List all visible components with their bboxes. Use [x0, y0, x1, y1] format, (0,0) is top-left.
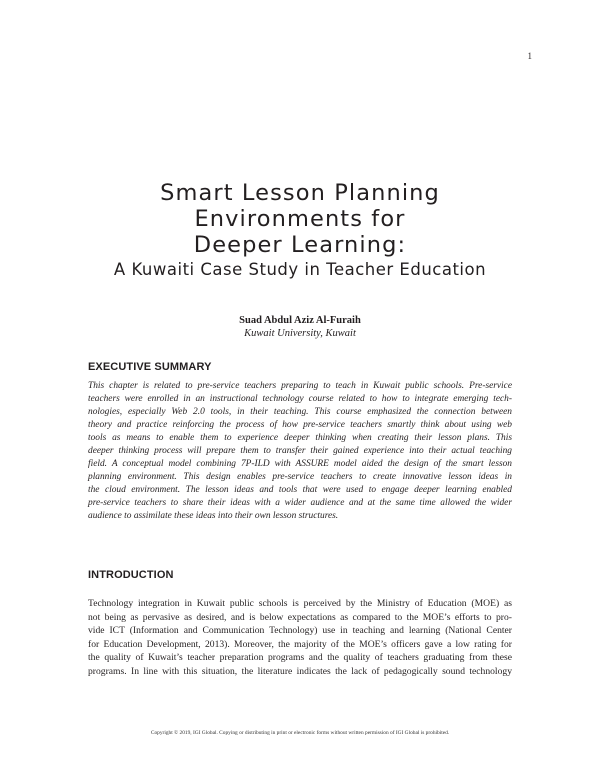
- summary-line: pre-service teachers to share their ideas with a wider audience and at the same time allowed the wider: [88, 498, 512, 509]
- summary-line: audience to assimilate these ideas into their own lesson structures.: [88, 511, 339, 522]
- summary-line: field. A conceptual model combining 7P-ILD with ASSURE model aided the design of the smart lesson: [88, 459, 512, 470]
- chapter-subtitle: A Kuwaiti Case Study in Teacher Education: [113, 260, 487, 279]
- summary-line: deeper thinking process will prepare them to transfer their gained experience into their actual teaching: [88, 446, 512, 457]
- title-line: Deeper Learning:: [193, 232, 407, 258]
- title-line: Smart Lesson Planning: [160, 180, 440, 206]
- title-line: Environments for: [194, 206, 406, 232]
- intro-line: vide ICT (Information and Communication Technology) use in teaching and learning (National Center: [88, 625, 512, 637]
- summary-line: This chapter is related to pre-service teachers preparing to teach in Kuwait public schools. Pre-service: [88, 381, 512, 391]
- intro-line: for Education Development, 2013). Moreover, the majority of the MOE’s officers gave a low rating for: [88, 638, 512, 650]
- author-name: Suad Abdul Aziz Al-Furaih: [239, 315, 361, 326]
- intro-line: not being as pervasive as desired, and is below expectations as compared to the MOE’s efforts to pro-: [88, 611, 512, 623]
- copyright-footer: Copyright © 2019, IGI Global. Copying or distributing in print or electronic forms without written permission of IGI Global is prohibited.: [150, 730, 450, 736]
- introduction-text: [88, 597, 512, 679]
- intro-line: Technology integration in Kuwait public schools is perceived by the Ministry of Education (MOE) as: [88, 598, 512, 609]
- summary-line: the cloud environment. The lesson ideas and tools that were used to engage deeper learning enabled: [88, 485, 512, 496]
- summary-line: teachers were enrolled in an instructional technology course related to how to integrate emerging tech-: [88, 394, 512, 405]
- introduction-heading: INTRODUCTION: [88, 569, 174, 581]
- page-number: 1: [527, 51, 532, 61]
- summary-line: tools as means to enable them to experience deeper thinking when creating their lesson plans. This: [88, 433, 512, 444]
- executive-summary-heading: EXECUTIVE SUMMARY: [88, 361, 212, 373]
- chapter-title: [0, 180, 600, 281]
- summary-line: nologies, especially Web 2.0 tools, in their teaching. This course emphasized the connection between: [88, 407, 512, 418]
- intro-line: programs. In line with this situation, the literature indicates the lack of pedagogically sound technology: [88, 665, 512, 677]
- intro-line: the quality of Kuwait’s teacher preparation programs and the quality of teachers graduating from these: [88, 652, 512, 664]
- executive-summary-text: [88, 380, 512, 524]
- summary-line: theory and practice reinforcing the process of how pre-service teachers smartly think about using web: [88, 420, 512, 431]
- author-affiliation: Kuwait University, Kuwait: [244, 328, 356, 339]
- summary-line: planning environment. This design enables pre-service teachers to create innovative lesson ideas in: [88, 472, 512, 483]
- author-block: [0, 314, 600, 340]
